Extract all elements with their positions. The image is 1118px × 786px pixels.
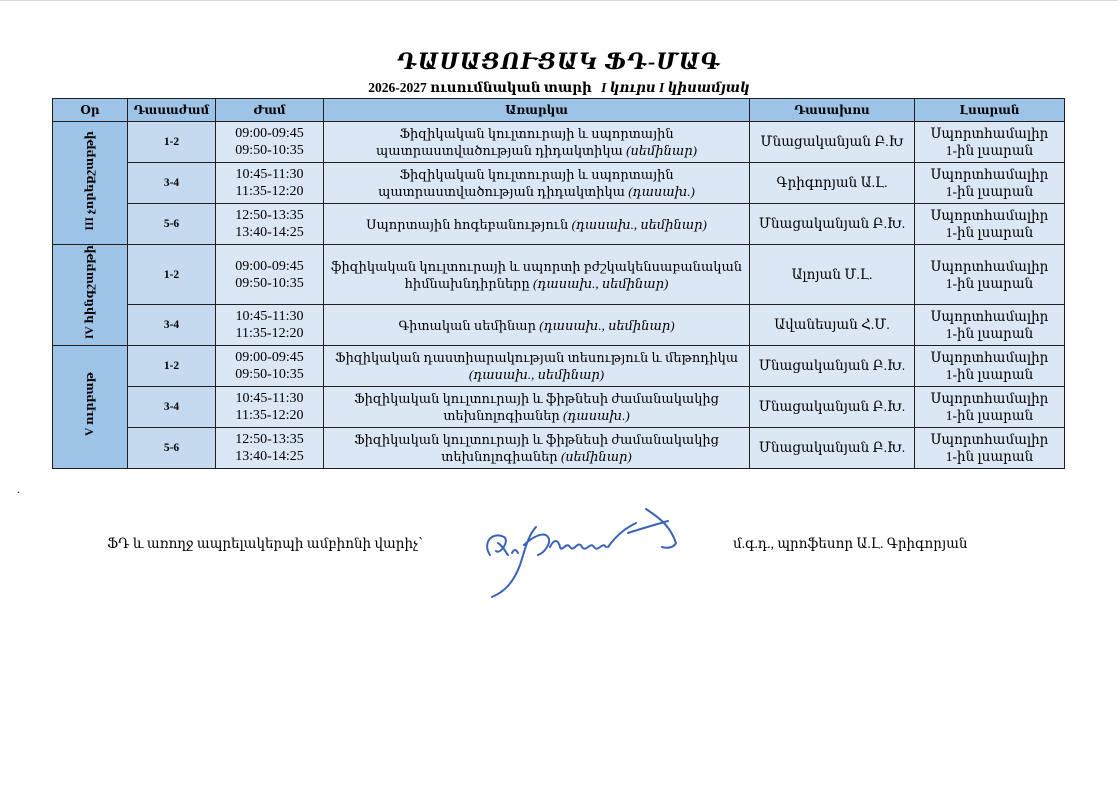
- table-row: [53, 245, 1065, 305]
- room-building: Սպորտհամալիր: [930, 309, 1049, 324]
- room-cell: [915, 245, 1065, 305]
- lesson-cell: 3-4: [128, 387, 216, 428]
- subject-cell: [324, 245, 750, 305]
- time-end: 13:40-14:25: [235, 449, 304, 464]
- day-cell-friday: [53, 346, 128, 469]
- subject-note: (դասախ., սեմինար): [571, 216, 707, 232]
- table-row: [53, 305, 1065, 346]
- room-cell: [915, 122, 1065, 163]
- time-end: 09:50-10:35: [235, 275, 304, 291]
- lesson-cell: 5-6: [128, 428, 216, 469]
- teacher-cell: Մնացականյան Բ.Խ.: [750, 204, 915, 245]
- teacher-cell: Մնացականյան Բ.Խ.: [750, 428, 915, 469]
- subject-note: (դասախ., սեմինար): [468, 367, 605, 382]
- subject-text: ֆիզիկական կուլտուրայի և սպորտի բժշկակենսաբանական հիմնախնդիրները: [330, 258, 743, 291]
- room-building: Սպորտհամալիր: [930, 167, 1049, 182]
- room-number: 1-ին լսարան: [945, 143, 1034, 158]
- time-start: 12:50-13:35: [235, 432, 304, 447]
- signature-image: [478, 503, 678, 603]
- room-number: 1-ին լսարան: [945, 408, 1034, 423]
- subject-text: Գիտական սեմինար: [398, 317, 537, 333]
- subject-text: Սպորտային հոգեբանություն: [366, 216, 569, 232]
- time-start: 10:45-11:30: [235, 391, 304, 406]
- subject-cell: [324, 204, 750, 245]
- day-label: V ուրբաթ: [84, 372, 96, 437]
- time-cell: [216, 204, 324, 245]
- room-cell: [915, 305, 1065, 346]
- teacher-cell: Ավանեսյան Հ.Մ.: [750, 305, 915, 346]
- lesson-cell: 5-6: [128, 204, 216, 245]
- room-number: 1-ին լսարան: [945, 326, 1034, 341]
- time-cell: [216, 163, 324, 204]
- time-cell: [216, 245, 324, 305]
- subject-text: Ֆիզիկական կուլտուրայի և ֆիթնեսի ժամանակակից տեխնոլոգիաներ: [354, 432, 719, 464]
- subject-note: (սեմինար): [626, 143, 697, 158]
- time-end: 11:35-12:20: [235, 184, 304, 199]
- time-start: 10:45-11:30: [235, 167, 304, 182]
- teacher-cell: Գրիգորյան Ա.Լ.: [750, 163, 915, 204]
- column-header-lesson: Դասաժամ: [128, 99, 216, 122]
- room-cell: [915, 346, 1065, 387]
- room-number: 1-ին լսարան: [945, 184, 1034, 199]
- time-start: 12:50-13:35: [235, 208, 304, 223]
- room-cell: [915, 428, 1065, 469]
- time-end: 09:50-10:35: [235, 143, 304, 158]
- time-start: 09:00-09:45: [235, 126, 304, 141]
- room-building: Սպորտհամալիր: [930, 126, 1049, 141]
- room-building: Սպորտհամալիր: [930, 350, 1049, 365]
- teacher-cell: Մնացականյան Բ.Խ.: [750, 346, 915, 387]
- teacher-cell: Մնացականյան Բ.Խ: [750, 122, 915, 163]
- subject-text: Ֆիզիկական կուլտուրայի և սպորտային պատրաստվածության դիդակտիկա: [376, 126, 674, 158]
- subject-cell: [324, 346, 750, 387]
- room-number: 1-ին լսարան: [945, 225, 1034, 240]
- time-end: 11:35-12:20: [235, 326, 304, 341]
- footer-signatory-name: մ.գ.դ., պրոֆեսոր Ա.Լ. Գրիգորյան: [733, 536, 968, 551]
- lesson-cell: 1-2: [128, 122, 216, 163]
- subject-cell: [324, 305, 750, 346]
- room-building: Սպորտհամալիր: [930, 208, 1049, 223]
- subject-note: (դասախ.): [563, 408, 630, 423]
- time-cell: [216, 305, 324, 346]
- time-start: 09:00-09:45: [235, 350, 304, 365]
- subject-note: (սեմինար): [560, 449, 632, 464]
- lesson-cell: 3-4: [128, 305, 216, 346]
- table-row: [53, 204, 1065, 245]
- teacher-cell: Ալոյան Մ.Լ.: [750, 245, 915, 305]
- subject-note: (դասախ.): [628, 184, 695, 199]
- table-row: [53, 387, 1065, 428]
- room-cell: [915, 387, 1065, 428]
- room-number: 1-ին լսարան: [945, 367, 1034, 382]
- room-cell: [915, 163, 1065, 204]
- time-cell: [216, 122, 324, 163]
- day-cell-thursday: [53, 245, 128, 346]
- subject-text: Ֆիզիկական կուլտուրայի և սպորտային պատրաստվածության դիդակտիկա: [378, 167, 674, 199]
- day-label: III չորեքշաբթի: [84, 130, 96, 231]
- lesson-cell: 1-2: [128, 245, 216, 305]
- time-start: 10:45-11:30: [235, 309, 304, 324]
- column-header-teacher: Դասախոս: [750, 99, 915, 122]
- table-header-row: [53, 99, 1065, 122]
- semester: I կուրս I կիսամյակ: [601, 80, 750, 95]
- subject-note: (դասախ., սեմինար): [539, 317, 675, 333]
- time-cell: [216, 346, 324, 387]
- subject-text: Ֆիզիկական կուլտուրայի և ֆիթնեսի ժամանակակից տեխնոլոգիաներ: [354, 391, 719, 423]
- subject-cell: [324, 428, 750, 469]
- column-header-subject: Առարկա: [324, 99, 750, 122]
- table-row: [53, 346, 1065, 387]
- lesson-cell: 3-4: [128, 163, 216, 204]
- top-border: [0, 0, 1118, 1]
- table-row: [53, 428, 1065, 469]
- column-header-room: Լսարան: [915, 99, 1065, 122]
- day-label: IV հինգշաբթի: [84, 245, 96, 340]
- room-building: Սպորտհամալիր: [930, 258, 1049, 274]
- room-building: Սպորտհամալիր: [930, 391, 1049, 406]
- column-header-day: Օր: [53, 99, 128, 122]
- teacher-cell: Մնացականյան Բ.Խ.: [750, 387, 915, 428]
- subject-note: (դասախ., սեմինար): [533, 275, 669, 291]
- time-end: 09:50-10:35: [235, 367, 304, 382]
- room-building: Սպորտհամալիր: [930, 432, 1049, 447]
- page-subtitle: [0, 80, 1118, 96]
- time-end: 13:40-14:25: [235, 225, 304, 240]
- stray-dot: .: [17, 482, 20, 496]
- day-cell-wednesday: [53, 122, 128, 245]
- table-row: [53, 122, 1065, 163]
- column-header-time: Ժամ: [216, 99, 324, 122]
- time-end: 11:35-12:20: [235, 408, 304, 423]
- footer-head-title: ՖԴ և առողջ ապրելակերպի ամբիոնի վարիչ՝: [107, 536, 423, 551]
- table-row: [53, 163, 1065, 204]
- room-cell: [915, 204, 1065, 245]
- time-cell: [216, 387, 324, 428]
- room-number: 1-ին լսարան: [945, 449, 1034, 464]
- subject-text: Ֆիզիկական դաստիարակության տեսություն և մեթոդիկա: [334, 350, 739, 365]
- academic-year: 2026-2027 ուսումնական տարի: [368, 80, 592, 95]
- schedule-table: [52, 98, 1065, 469]
- lesson-cell: 1-2: [128, 346, 216, 387]
- room-number: 1-ին լսարան: [945, 275, 1034, 291]
- subject-cell: [324, 387, 750, 428]
- page-title: ԴԱՍԱՑՈՒՑԱԿ ՖԴ-ՄԱԳ: [396, 49, 722, 74]
- subject-cell: [324, 122, 750, 163]
- subject-cell: [324, 163, 750, 204]
- time-start: 09:00-09:45: [235, 258, 304, 274]
- time-cell: [216, 428, 324, 469]
